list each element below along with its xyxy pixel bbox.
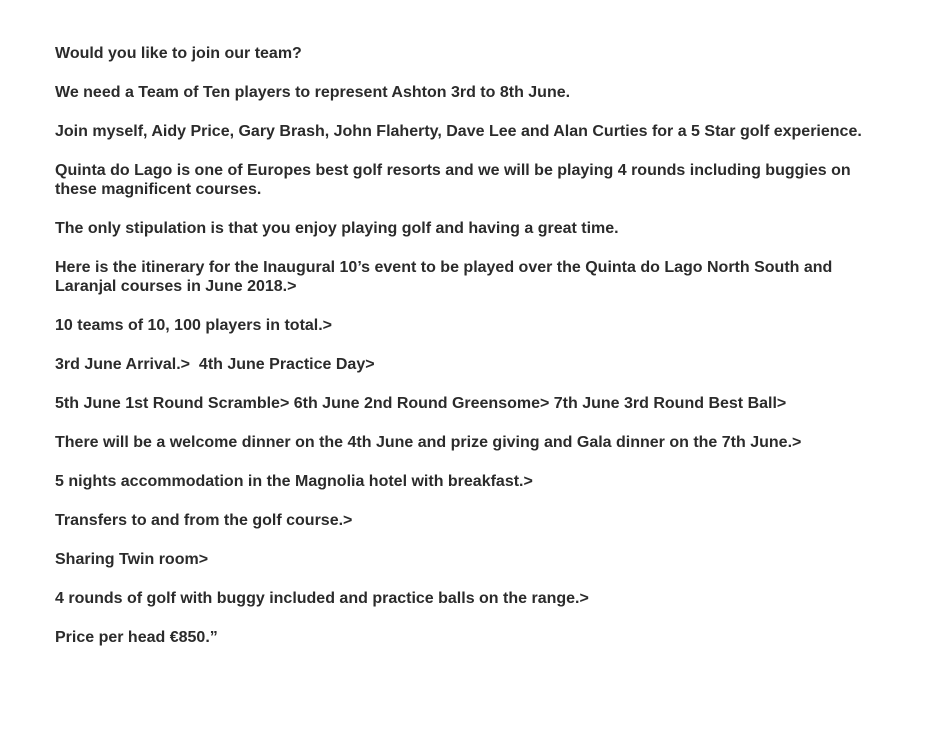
paragraph-team-need: We need a Team of Ten players to represent Ashton 3rd to 8th June.	[55, 84, 571, 101]
paragraph-stipulation: The only stipulation is that you enjoy playing golf and having a great time.	[55, 220, 619, 237]
paragraph-itinerary: Here is the itinerary for the Inaugural 10’s event to be played over the Quinta do Lago North South and Laranjal courses in June 2018.>	[55, 259, 837, 295]
paragraph-teams: 10 teams of 10, 100 players in total.>	[55, 317, 333, 334]
paragraph-room: Sharing Twin room>	[55, 551, 209, 568]
paragraph-rounds: 5th June 1st Round Scramble> 6th June 2nd Round Greensome> 7th June 3rd Round Best Ball>	[55, 395, 787, 412]
paragraph-dinner: There will be a welcome dinner on the 4th June and prize giving and Gala dinner on the 7th June.>	[55, 434, 802, 451]
document-body	[55, 44, 895, 667]
paragraph-transfers: Transfers to and from the golf course.>	[55, 512, 353, 529]
paragraph-resort: Quinta do Lago is one of Europes best golf resorts and we will be playing 4 rounds including buggies on these magnificent courses.	[55, 162, 856, 198]
paragraph-join: Join myself, Aidy Price, Gary Brash, John Flaherty, Dave Lee and Alan Curties for a 5 Star golf experience.	[55, 123, 862, 140]
paragraph-accommodation: 5 nights accommodation in the Magnolia hotel with breakfast.>	[55, 473, 533, 490]
paragraph-golf-included: 4 rounds of golf with buggy included and practice balls on the range.>	[55, 590, 589, 607]
paragraph-invitation: Would you like to join our team?	[55, 45, 302, 62]
paragraph-price: Price per head €850.”	[55, 629, 218, 646]
paragraph-arrival: 3rd June Arrival.> 4th June Practice Day>	[55, 356, 375, 373]
